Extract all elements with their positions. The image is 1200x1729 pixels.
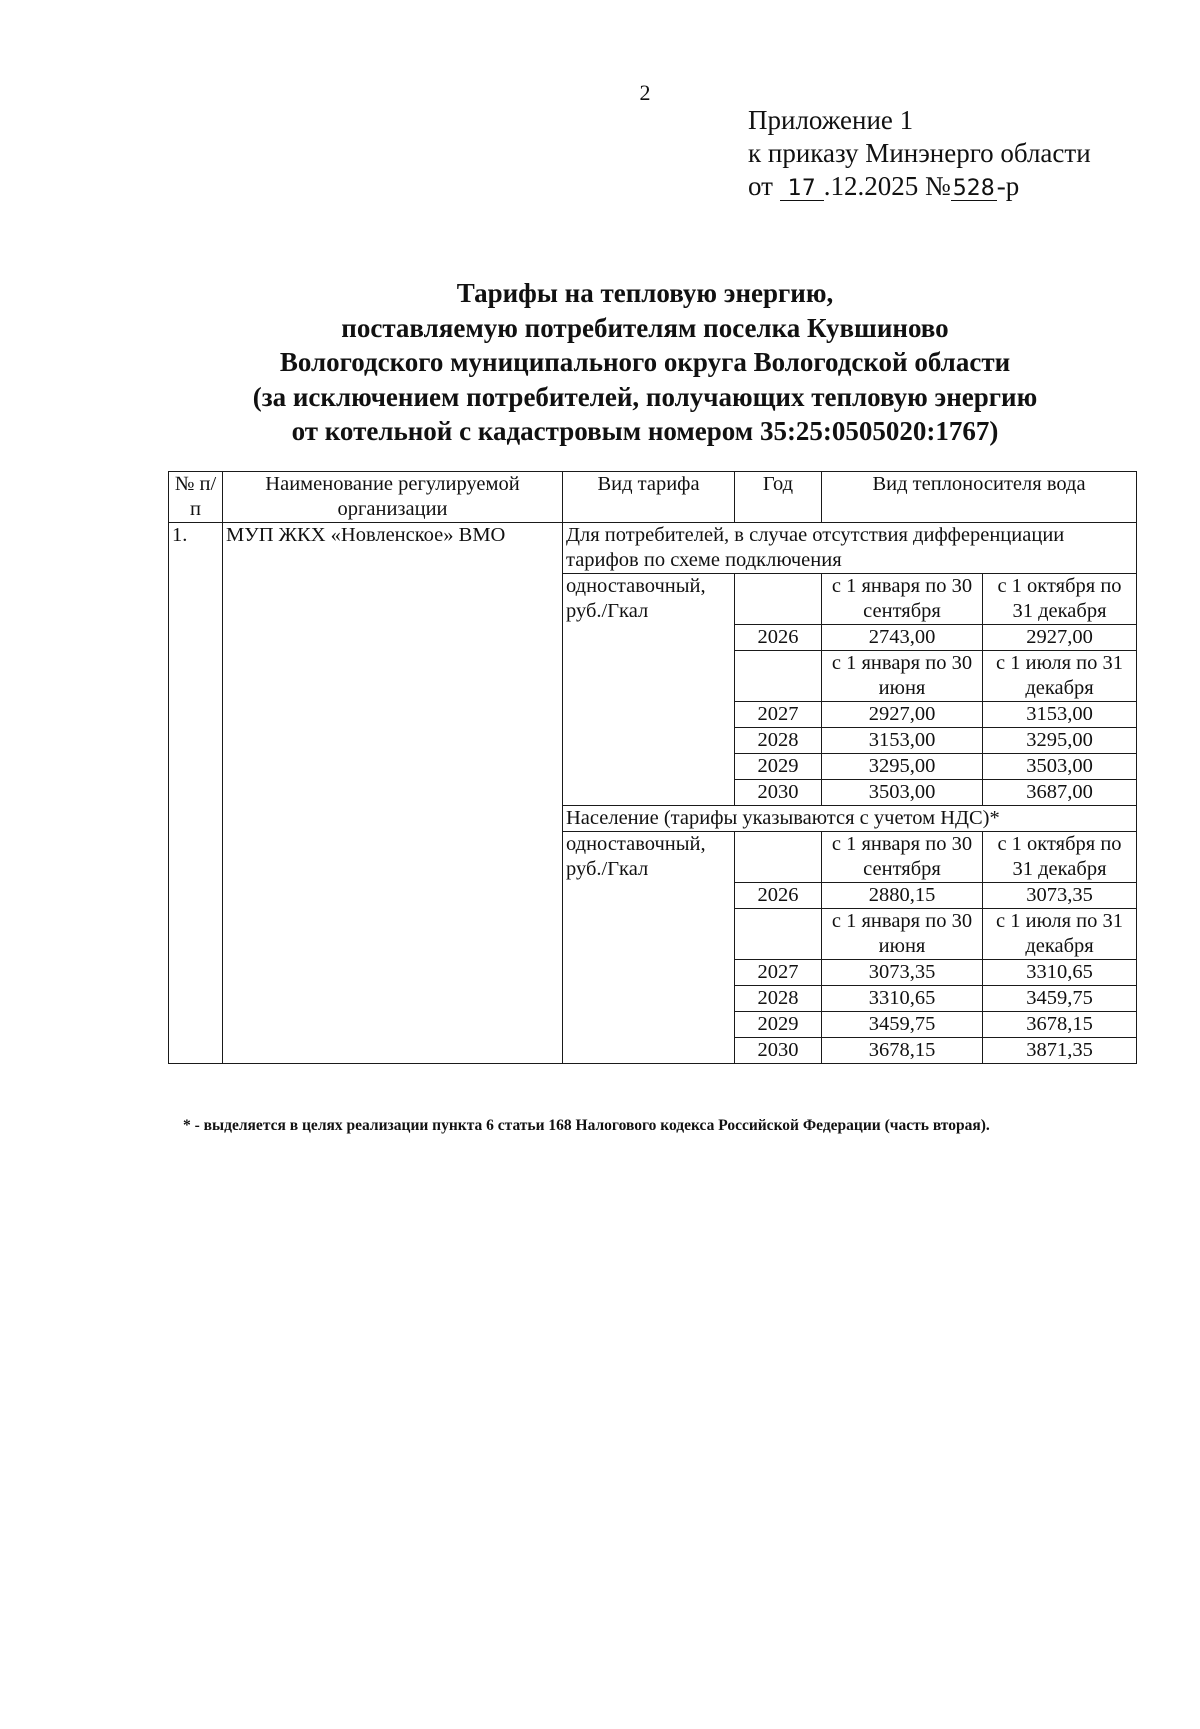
header-tariff-type: Вид тарифа: [563, 472, 735, 523]
appendix-line-3: [748, 170, 1091, 203]
year-cell: 2027: [735, 702, 822, 728]
order-day-handwritten: 17: [780, 178, 824, 201]
year-cell: 2030: [735, 1038, 822, 1064]
page-number: 2: [639, 80, 651, 105]
value-cell: 3678,15: [983, 1012, 1137, 1038]
value-cell: 3153,00: [822, 728, 983, 754]
value-cell: 3295,00: [983, 728, 1137, 754]
section-label: Население (тарифы указываются с учетом НДС)*: [563, 806, 1137, 832]
document-title: [0, 276, 1200, 449]
row-number: 1.: [169, 523, 223, 1064]
year-cell: 2028: [735, 728, 822, 754]
value-cell: 3459,75: [822, 1012, 983, 1038]
title-line-2: поставляемую потребителям поселка Кувшиново: [341, 312, 949, 343]
order-number-suffix: -р: [996, 171, 1020, 201]
value-cell: 2927,00: [983, 625, 1137, 651]
title-line-4: (за исключением потребителей, получающих тепловую энергию: [252, 381, 1038, 412]
value-cell: 3871,35: [983, 1038, 1137, 1064]
section-label: Для потребителей, в случае отсутствия дифференциации тарифов по схеме подключения: [563, 523, 1137, 574]
value-cell: 2927,00: [822, 702, 983, 728]
year-cell: 2026: [735, 883, 822, 909]
period-cell: с 1 октября по 31 декабря: [983, 574, 1137, 625]
order-number-handwritten: 528: [952, 176, 995, 201]
year-cell: 2029: [735, 754, 822, 780]
value-cell: 2880,15: [822, 883, 983, 909]
title-line-1: Тарифы на тепловую энергию,: [456, 278, 834, 308]
value-cell: 3295,00: [822, 754, 983, 780]
value-cell: 3678,15: [822, 1038, 983, 1064]
year-cell-empty: [735, 651, 822, 702]
header-num: № п/п: [169, 472, 223, 523]
year-cell: 2028: [735, 986, 822, 1012]
year-cell-empty: [735, 909, 822, 960]
year-cell: 2026: [735, 625, 822, 651]
tariff-table: [168, 471, 1137, 1064]
value-cell: 3073,35: [983, 883, 1137, 909]
period-cell: с 1 января по 30 июня: [822, 909, 983, 960]
header-year: Год: [735, 472, 822, 523]
year-cell-empty: [735, 574, 822, 625]
tariff-type: одноставочный, руб./Гкал: [563, 574, 735, 806]
period-cell: с 1 января по 30 сентября: [822, 574, 983, 625]
organization-name: МУП ЖКХ «Новленское» ВМО: [223, 523, 563, 1064]
period-cell: с 1 июля по 31 декабря: [983, 909, 1137, 960]
value-cell: 2743,00: [822, 625, 983, 651]
footnote: * - выделяется в целях реализации пункта 6 статьи 168 Налогового кодекса Российской Федерации (часть вторая).: [183, 1117, 990, 1134]
title-line-5: от котельной с кадастровым номером 35:25:0505020:1767): [291, 416, 999, 446]
year-cell: 2030: [735, 780, 822, 806]
appendix-line-2: к приказу Минэнерго области: [748, 138, 1091, 168]
value-cell: 3687,00: [983, 780, 1137, 806]
value-cell: 3459,75: [983, 986, 1137, 1012]
title-line-3: Вологодского муниципального округа Вологодской области: [279, 347, 1011, 377]
appendix-reference: [748, 104, 1091, 203]
value-cell: 3503,00: [822, 780, 983, 806]
period-cell: с 1 октября по 31 декабря: [983, 832, 1137, 883]
value-cell: 3503,00: [983, 754, 1137, 780]
tariff-type: одноставочный, руб./Гкал: [563, 832, 735, 1064]
order-date: .12.2025 №: [823, 171, 951, 201]
year-cell: 2029: [735, 1012, 822, 1038]
value-cell: 3073,35: [822, 960, 983, 986]
period-cell: с 1 июля по 31 декабря: [983, 651, 1137, 702]
period-cell: с 1 января по 30 июня: [822, 651, 983, 702]
period-cell: с 1 января по 30 сентября: [822, 832, 983, 883]
value-cell: 3153,00: [983, 702, 1137, 728]
header-carrier: Вид теплоносителя вода: [822, 472, 1137, 523]
order-date-prefix: от: [748, 171, 773, 201]
value-cell: 3310,65: [822, 986, 983, 1012]
table-row: [169, 523, 1137, 574]
year-cell: 2027: [735, 960, 822, 986]
appendix-line-1: Приложение 1: [748, 105, 914, 135]
value-cell: 3310,65: [983, 960, 1137, 986]
year-cell-empty: [735, 832, 822, 883]
table-header-row: [169, 472, 1137, 523]
header-org: Наименование регулируемой организации: [223, 472, 563, 523]
